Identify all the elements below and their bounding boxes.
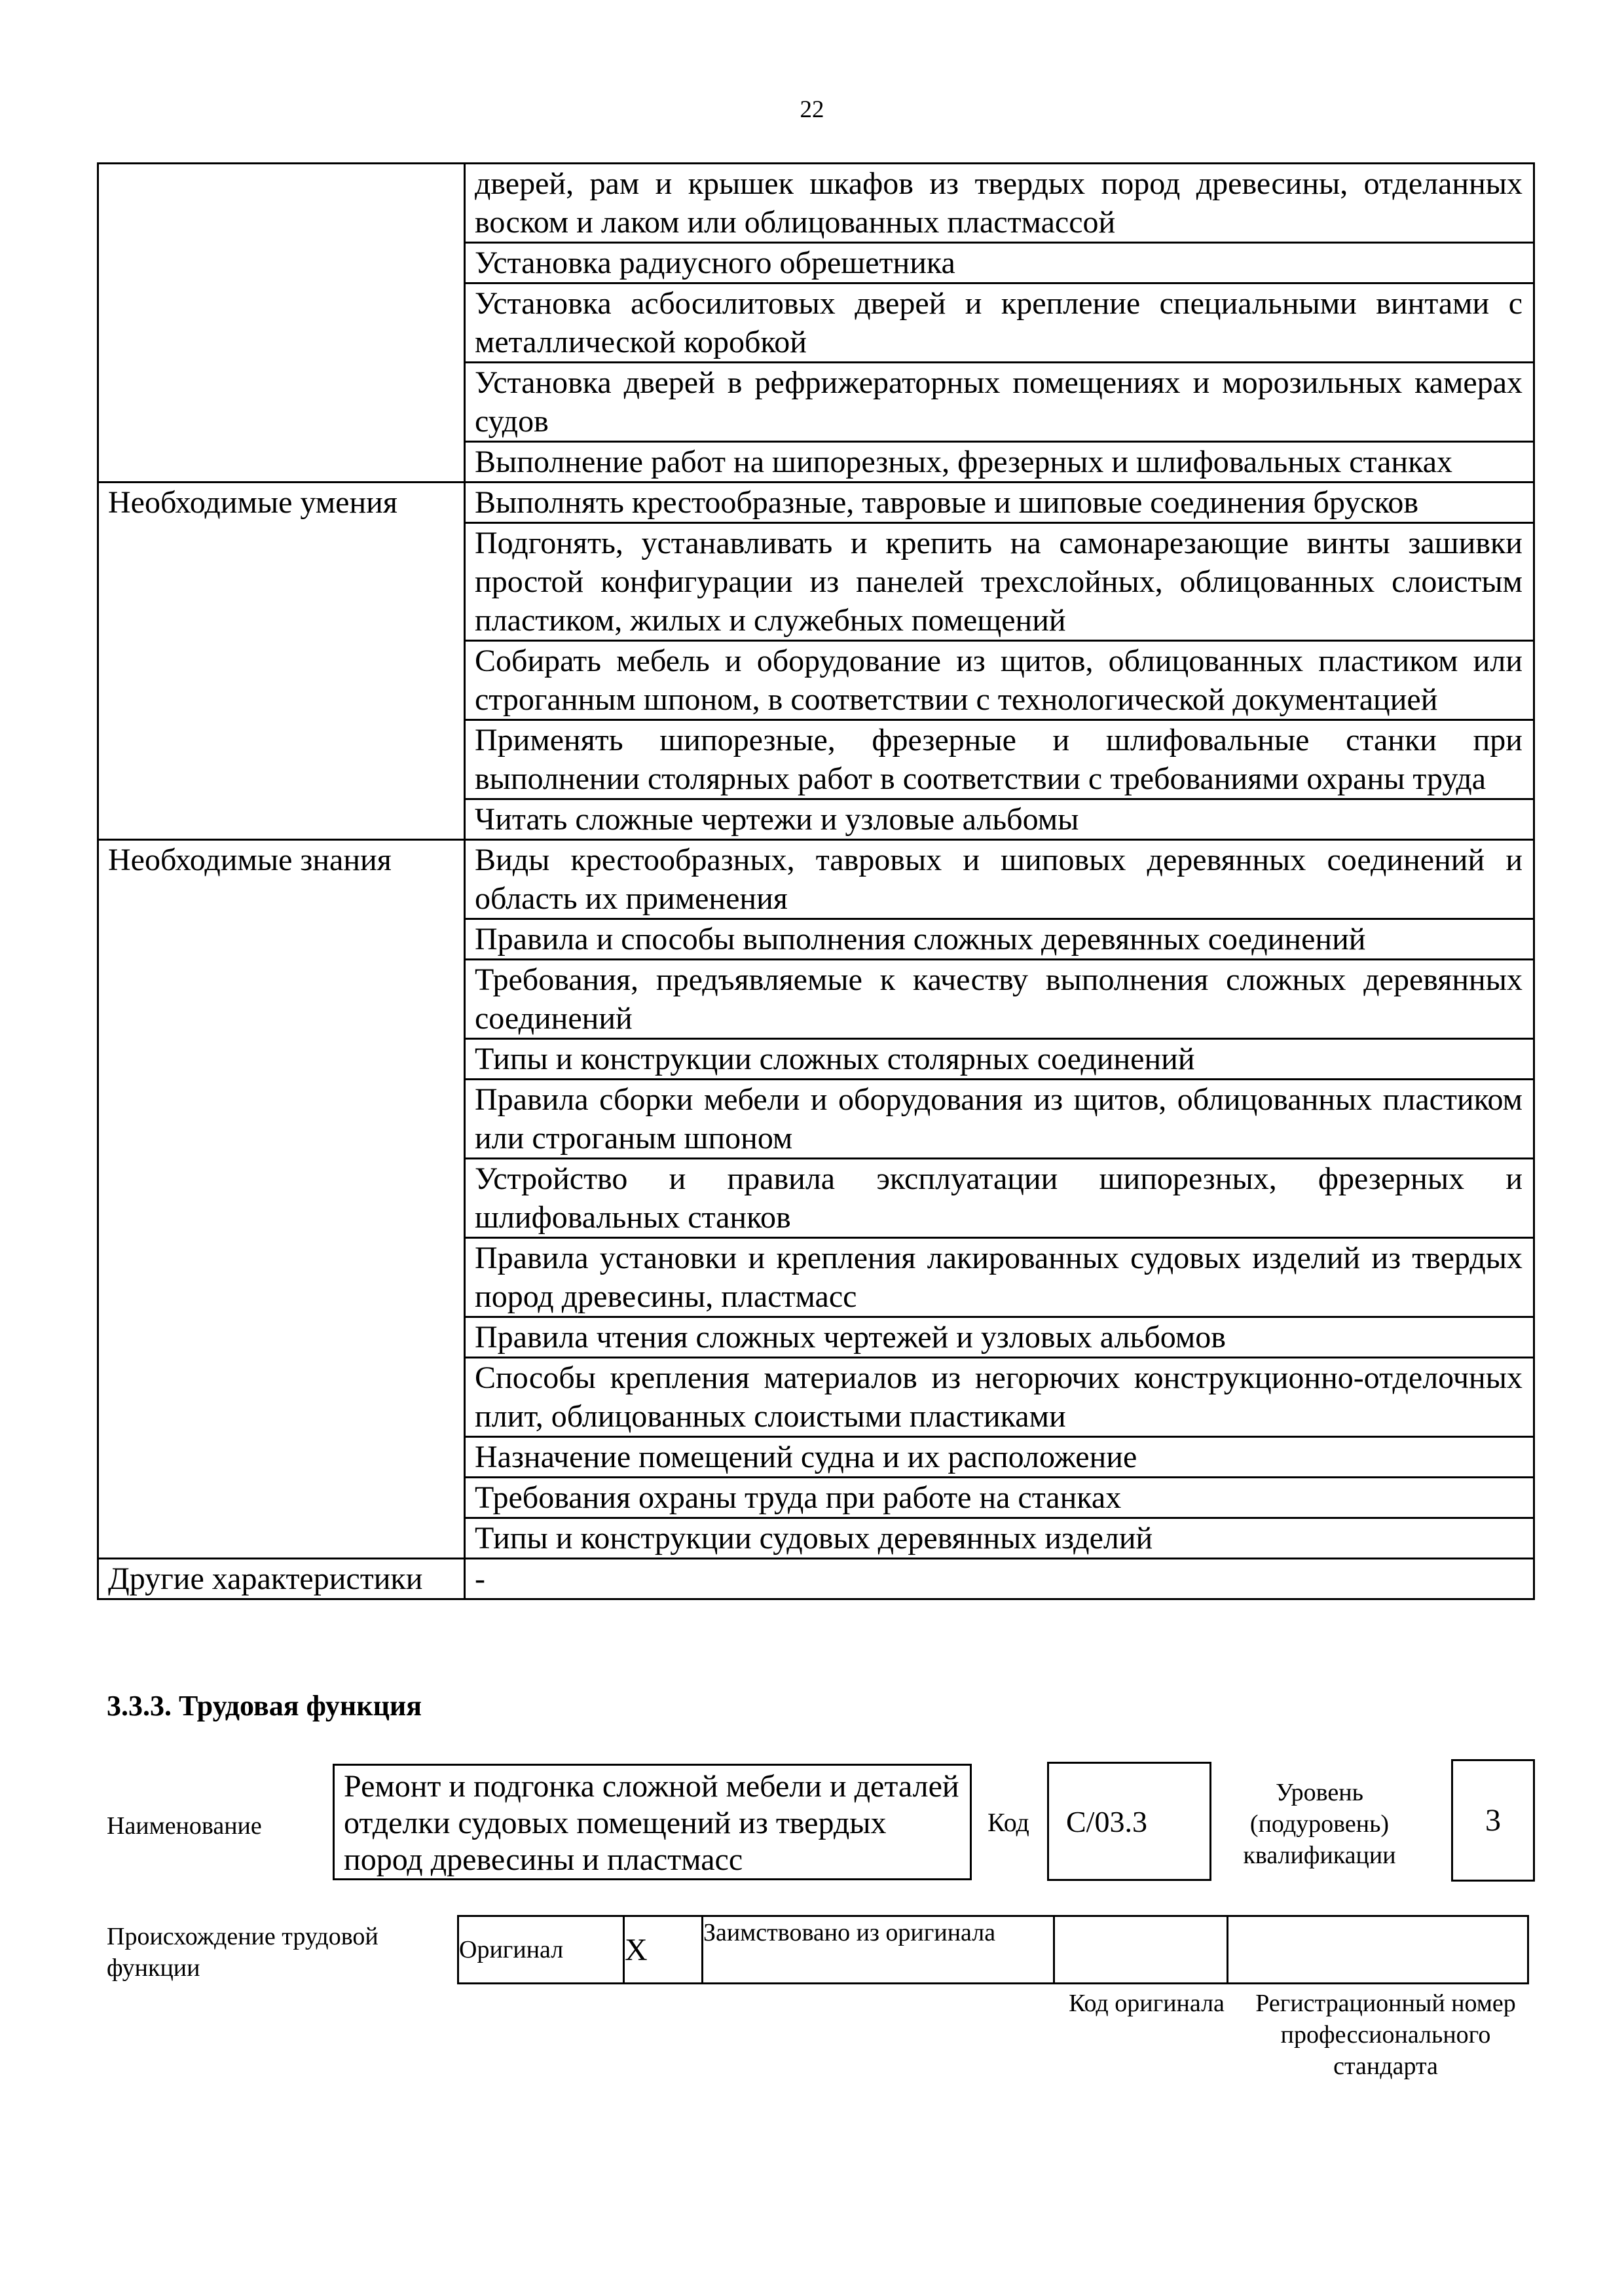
qualification-table (97, 162, 1535, 1600)
row-text: Выполнять крестообразные, тавровые и шиповые соединения брусков (465, 483, 1534, 523)
table-row (98, 840, 1534, 919)
registration-number-cell (1228, 1916, 1528, 1984)
registration-number-caption: Регистрационный номер профессионального стандарта (1255, 1990, 1516, 2080)
row-text: Применять шипорезные, фрезерные и шлифовальные станки при выполнении столярных работ в соответствии с требованиями охраны труда (465, 720, 1534, 799)
row-text: Типы и конструкции судовых деревянных изделий (465, 1518, 1534, 1559)
original-mark: X (624, 1916, 703, 1984)
row-text: Устройство и правила эксплуатации шипорезных, фрезерных и шлифовальных станков (465, 1159, 1534, 1238)
section-heading: 3.3.3. Трудовая функция (107, 1690, 422, 1722)
row-text: дверей, рам и крышек шкафов из твердых пород древесины, отделанных воском и лаком или облицованных пластмассой (465, 164, 1534, 243)
row-text: Правила чтения сложных чертежей и узловых альбомов (465, 1317, 1534, 1358)
row-text: Требования охраны труда при работе на станках (465, 1478, 1534, 1518)
row-text: Установка асбосилитовых дверей и крепление специальными винтами с металлической коробкой (465, 283, 1534, 363)
code-label: Код (987, 1808, 1029, 1837)
name-label: Наименование (107, 1812, 262, 1840)
borrowed-label: Заимствовано из оригинала (703, 1916, 1054, 1984)
row-label (98, 164, 465, 483)
row-text: Правила сборки мебели и оборудования из щитов, облицованных пластиком или строганым шпоном (465, 1080, 1534, 1159)
row-text: Типы и конструкции сложных столярных соединений (465, 1039, 1534, 1080)
origin-label: Происхождение трудовой функции (107, 1923, 378, 1982)
row-label: Другие характеристики (98, 1559, 465, 1599)
original-code-cell (1054, 1916, 1228, 1984)
original-label: Оригинал (458, 1916, 624, 1984)
row-text: Правила установки и крепления лакированных судовых изделий из твердых пород древесины, пластмасс (465, 1238, 1534, 1317)
row-text: Виды крестообразных, тавровых и шиповых деревянных соединений и область их применения (465, 840, 1534, 919)
row-text: Правила и способы выполнения сложных деревянных соединений (465, 919, 1534, 960)
table-row (98, 164, 1534, 243)
origin-table (457, 1915, 1529, 1984)
row-text: Способы крепления материалов из негорючих конструкционно-отделочных плит, облицованных слоистыми пластиками (465, 1358, 1534, 1437)
row-text: Читать сложные чертежи и узловые альбомы (465, 799, 1534, 840)
table-row (98, 1559, 1534, 1599)
level-box: 3 (1451, 1759, 1535, 1882)
function-name-box: Ремонт и подгонка сложной мебели и деталей отделки судовых помещений из твердых пород древесины и пластмасс (333, 1764, 972, 1880)
row-text: Установка радиусного обрешетника (465, 243, 1534, 283)
row-text: Назначение помещений судна и их расположение (465, 1437, 1534, 1478)
row-text: - (465, 1559, 1534, 1599)
row-label: Необходимые знания (98, 840, 465, 1559)
row-text: Собирать мебель и оборудование из щитов, облицованных пластиком или строганным шпоном, в соответствии с технологической документацией (465, 641, 1534, 720)
level-label: Уровень (подуровень) квалификации (1243, 1779, 1396, 1869)
row-text: Требования, предъявляемые к качеству выполнения сложных деревянных соединений (465, 960, 1534, 1039)
code-box: С/03.3 (1047, 1762, 1211, 1881)
row-text: Выполнение работ на шипорезных, фрезерных и шлифовальных станках (465, 442, 1534, 483)
row-text: Подгонять, устанавливать и крепить на самонарезающие винты зашивки простой конфигурации из панелей трехслойных, облицованных слоистым пластиком, жилых и служебных помещений (465, 523, 1534, 641)
original-code-caption: Код оригинала (1069, 1990, 1225, 2017)
row-label: Необходимые умения (98, 483, 465, 840)
table-row (98, 483, 1534, 523)
page-number: 22 (800, 96, 824, 123)
row-text: Установка дверей в рефрижераторных помещениях и морозильных камерах судов (465, 363, 1534, 442)
